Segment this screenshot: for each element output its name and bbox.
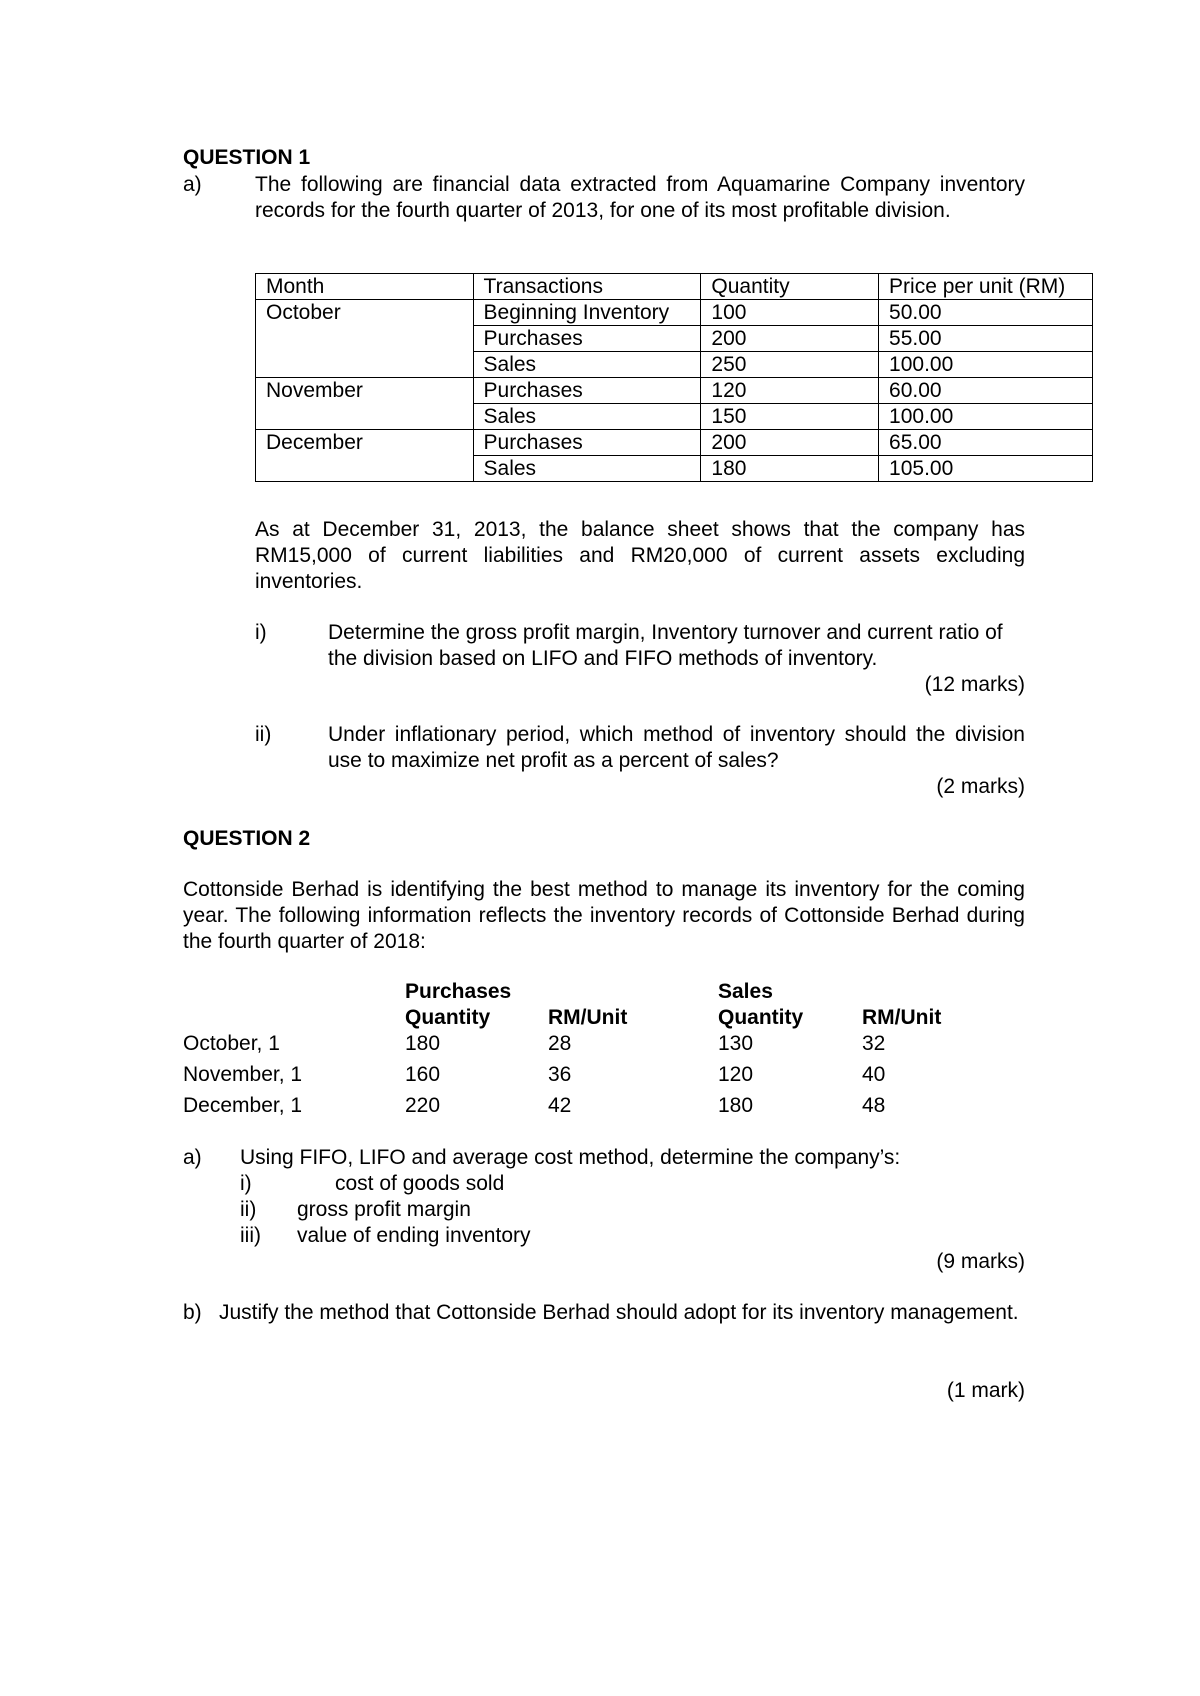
table-cell: 250 bbox=[701, 352, 879, 378]
q2-row-p-rm: 42 bbox=[548, 1094, 572, 1117]
q2-intro: Cottonside Berhad is identifying the best method to manage its inventory for the coming year. The following information reflects the inventory records of Cottonside Berhad during the fourth quarter of 2018: bbox=[183, 878, 1025, 953]
table-cell-month: October bbox=[256, 300, 474, 378]
q2-row-date: October, 1 bbox=[183, 1032, 280, 1055]
q1-balance-text: As at December 31, 2013, the balance sheet shows that the company has RM15,000 of current liabilities and RM20,000 of current assets excluding inventories. bbox=[255, 518, 1025, 593]
q2-group-sales: Sales bbox=[718, 980, 773, 1003]
q1-sub-ii-label: ii) bbox=[255, 723, 272, 746]
table-cell: 100.00 bbox=[879, 352, 1093, 378]
q2-col-s-rm-unit: RM/Unit bbox=[862, 1006, 942, 1029]
q2-b-marks: (1 mark) bbox=[946, 1379, 1025, 1402]
table-row bbox=[256, 430, 1093, 456]
q2-a-item-label: iii) bbox=[240, 1224, 261, 1247]
table-cell: Beginning Inventory bbox=[473, 300, 701, 326]
q2-col-s-quantity: Quantity bbox=[718, 1006, 804, 1029]
table-cell: 150 bbox=[701, 404, 879, 430]
q1-sub-ii-text: Under inflationary period, which method of inventory should the division use to maximize net profit as a percent of sales? bbox=[328, 723, 1025, 772]
q2-row-s-qty: 130 bbox=[718, 1032, 754, 1055]
q2-col-p-quantity: Quantity bbox=[405, 1006, 491, 1029]
q2-row-p-qty: 160 bbox=[405, 1063, 441, 1086]
q2-group-purchases: Purchases bbox=[405, 980, 512, 1003]
q2-row-date: November, 1 bbox=[183, 1063, 303, 1086]
q1-sub-i-marks: (12 marks) bbox=[924, 673, 1025, 696]
table-cell: 180 bbox=[701, 456, 879, 482]
table-row bbox=[256, 300, 1093, 326]
q1-a-label: a) bbox=[183, 173, 202, 196]
q2-row-s-rm: 48 bbox=[862, 1094, 886, 1117]
table-cell: Sales bbox=[473, 404, 701, 430]
table-header-row bbox=[256, 274, 1093, 300]
q2-heading: QUESTION 2 bbox=[183, 827, 311, 850]
q1-inventory-table bbox=[255, 273, 1093, 482]
table-cell-month: November bbox=[256, 378, 474, 430]
q2-row-p-rm: 28 bbox=[548, 1032, 572, 1055]
q2-a-label: a) bbox=[183, 1146, 202, 1169]
q2-b-label: b) bbox=[183, 1301, 202, 1324]
q2-row-date: December, 1 bbox=[183, 1094, 303, 1117]
q2-a-item-text: value of ending inventory bbox=[297, 1224, 531, 1247]
q2-a-item-text: gross profit margin bbox=[297, 1198, 471, 1221]
table-cell: 65.00 bbox=[879, 430, 1093, 456]
table-header: Price per unit (RM) bbox=[879, 274, 1093, 300]
table-cell: 55.00 bbox=[879, 326, 1093, 352]
q2-row-s-rm: 32 bbox=[862, 1032, 886, 1055]
q2-a-text: Using FIFO, LIFO and average cost method, determine the company’s: bbox=[240, 1146, 901, 1169]
table-cell: Purchases bbox=[473, 378, 701, 404]
table-header: Month bbox=[256, 274, 474, 300]
q2-row-s-rm: 40 bbox=[862, 1063, 886, 1086]
q1-heading: QUESTION 1 bbox=[183, 146, 311, 169]
q1-a-intro: The following are financial data extracted from Aquamarine Company inventory records for the fourth quarter of 2013, for one of its most profitable division. bbox=[255, 173, 1025, 222]
table-cell: 100.00 bbox=[879, 404, 1093, 430]
q1-sub-ii-marks: (2 marks) bbox=[936, 775, 1025, 798]
q2-row-p-qty: 180 bbox=[405, 1032, 441, 1055]
q2-col-p-rm-unit: RM/Unit bbox=[548, 1006, 628, 1029]
q2-row-s-qty: 180 bbox=[718, 1094, 754, 1117]
table-cell: Purchases bbox=[473, 430, 701, 456]
table-cell: Sales bbox=[473, 456, 701, 482]
q2-a-marks: (9 marks) bbox=[936, 1250, 1025, 1273]
table-cell-month: December bbox=[256, 430, 474, 482]
q1-sub-i-label: i) bbox=[255, 621, 267, 644]
q2-b-text: Justify the method that Cottonside Berhad should adopt for its inventory management. bbox=[219, 1301, 1019, 1324]
table-header: Transactions bbox=[473, 274, 701, 300]
table-cell: Sales bbox=[473, 352, 701, 378]
table-cell: 100 bbox=[701, 300, 879, 326]
table-cell: 50.00 bbox=[879, 300, 1093, 326]
table-cell: 120 bbox=[701, 378, 879, 404]
table-cell: 200 bbox=[701, 430, 879, 456]
table-cell: 105.00 bbox=[879, 456, 1093, 482]
q2-row-p-rm: 36 bbox=[548, 1063, 572, 1086]
q2-row-p-qty: 220 bbox=[405, 1094, 441, 1117]
table-cell: 200 bbox=[701, 326, 879, 352]
q2-row-s-qty: 120 bbox=[718, 1063, 754, 1086]
q1-sub-i-text: Determine the gross profit margin, Inventory turnover and current ratio of the division based on LIFO and FIFO methods of inventory. bbox=[328, 621, 1003, 670]
q2-a-item-text: cost of goods sold bbox=[335, 1172, 505, 1195]
table-cell: 60.00 bbox=[879, 378, 1093, 404]
table-row bbox=[256, 378, 1093, 404]
table-header: Quantity bbox=[701, 274, 879, 300]
table-cell: Purchases bbox=[473, 326, 701, 352]
q2-a-item-label: ii) bbox=[240, 1198, 257, 1221]
q2-a-item-label: i) bbox=[240, 1172, 252, 1195]
